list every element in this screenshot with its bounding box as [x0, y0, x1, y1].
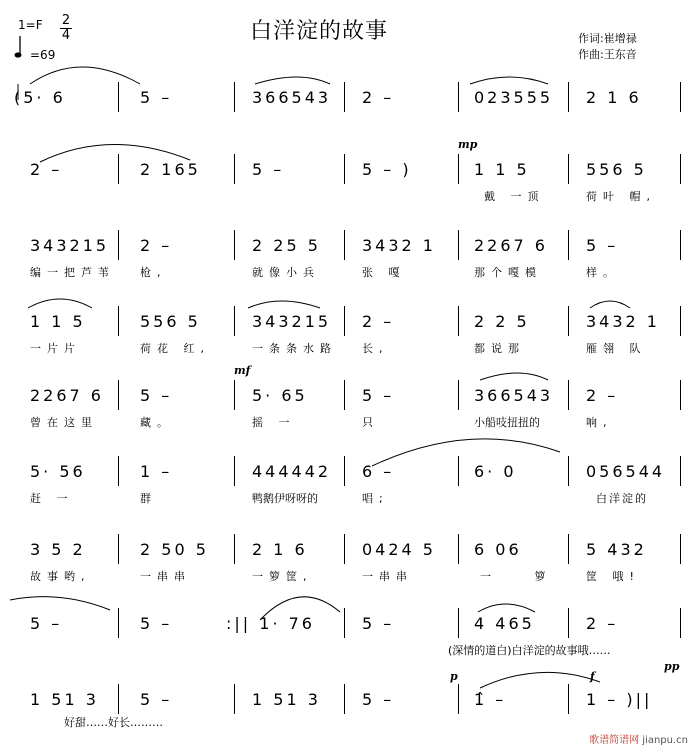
score-row-5 [0, 364, 694, 446]
measure: 366543 [474, 386, 554, 405]
lyric: 唱; [362, 492, 389, 505]
measure: 2 – [586, 386, 619, 405]
measure: 5 – [362, 690, 395, 709]
measure: 2 165 [140, 160, 201, 179]
lyric: 荷叶 帽, [586, 190, 656, 203]
song-title: 白洋淀的故事 [250, 19, 389, 44]
score-row-3 [0, 236, 694, 296]
measure: 2 – [362, 312, 395, 331]
measure: 3 5 2 [30, 540, 86, 559]
spoken-line: (深情的道白)白洋淀的故事哦…… [448, 644, 611, 657]
measure: 2 – [586, 614, 619, 633]
measure: 366543 [252, 88, 332, 107]
measure: 2 2 5 [474, 312, 530, 331]
measure: 6 – [362, 462, 395, 481]
lyric: 群 [140, 492, 157, 505]
score-row-8 [0, 614, 694, 674]
lyric: 响, [586, 416, 613, 429]
key-signature: 1=F [18, 18, 43, 32]
measure: 5 – [586, 236, 619, 255]
measure: 5 432 [586, 540, 647, 559]
measure: 5· 65 [252, 386, 308, 405]
measure: 444442 [252, 462, 332, 481]
site-watermark [589, 731, 688, 746]
measure: 2 – [140, 236, 173, 255]
quarter-note-icon [14, 34, 22, 60]
measure: 5 – [362, 614, 395, 633]
lyric: 样。 [586, 266, 620, 279]
lyric: 一条条水路 [252, 342, 337, 355]
lyric: 白洋淀的 [596, 492, 648, 505]
measure: 1 1 5 [474, 160, 530, 179]
measure: 4 465 [474, 614, 535, 633]
measure: 5 – [252, 160, 285, 179]
measure: 2 25 5 [252, 236, 321, 255]
measure: 5· 56 [30, 462, 86, 481]
dynamic-pp: pp [664, 660, 680, 673]
measure: 2 50 5 [140, 540, 209, 559]
score-row-2 [0, 138, 694, 220]
watermark-url: jianpu.cn [642, 735, 688, 746]
composer-credit: 作曲:王东音 [578, 48, 637, 61]
lyric: 张 嘎 [362, 266, 406, 279]
lyric: 都说那 [474, 342, 525, 355]
lyric: 长, [362, 342, 389, 355]
measure: 2267 6 [30, 386, 104, 405]
measure: 1 – [140, 462, 173, 481]
lyric: 筐 哦! [586, 570, 640, 583]
time-signature-bottom: 4 [61, 28, 71, 43]
lyricist-credit: 作词:崔增禄 [578, 32, 637, 45]
dynamic-mp: mp [458, 138, 478, 151]
lyric: 小船吱扭扭的 [474, 416, 540, 429]
measure: 0424 5 [362, 540, 436, 559]
measure: 6· 0 [474, 462, 517, 481]
measure: 6 06 [474, 540, 522, 559]
lyric: 一串串 [362, 570, 413, 583]
lyric: 曾在这里 [30, 416, 98, 429]
measure: 1 51 3 [30, 690, 99, 709]
measure: 5 – [30, 614, 63, 633]
lyric: 藏。 [140, 416, 174, 429]
time-signature [60, 14, 72, 43]
lyric: 赶 一 [30, 492, 74, 505]
measure: 1 1 5 [30, 312, 86, 331]
lyric: 摇 一 [252, 416, 296, 429]
lyric: 编一把芦苇 [30, 266, 115, 279]
time-signature-top: 2 [61, 13, 71, 28]
measure: 2 – [362, 88, 395, 107]
lyric: 只 [362, 416, 379, 429]
measure: 1 – )|| [586, 690, 653, 709]
measure: 5 – ) [362, 160, 412, 179]
score-row-7 [0, 540, 694, 600]
lyric: 鸭鹅伊呀呀的 [252, 492, 318, 505]
measure: (5· 6 [14, 88, 66, 107]
measure: 2 1 6 [586, 88, 642, 107]
lyric: 一箩筐, [252, 570, 313, 583]
dynamic-f: f [590, 670, 595, 683]
measure: 5 – [140, 690, 173, 709]
tempo-marking: =69 [30, 48, 56, 62]
measure: 056544 [586, 462, 666, 481]
lyric: 荷花 红, [140, 342, 210, 355]
lyric: 枪, [140, 266, 167, 279]
dynamic-mf: mf [234, 364, 251, 377]
measure: 5 – [140, 386, 173, 405]
measure: 556 5 [586, 160, 647, 179]
measure: 343215 [30, 236, 110, 255]
measure: 1̂ – [474, 690, 507, 709]
lyric: 一串串 [140, 570, 191, 583]
score-row-1 [0, 88, 694, 148]
lyric: 雁翎 队 [586, 342, 647, 355]
score-row-6 [0, 462, 694, 522]
lyric: 那个嘎模 [474, 266, 542, 279]
measure: 1 51 3 [252, 690, 321, 709]
score-row-4 [0, 312, 694, 372]
measure: 2 1 6 [252, 540, 308, 559]
dynamic-p: p [450, 670, 458, 683]
lyric: 就像小兵 [252, 266, 320, 279]
lyric: 戴 一顶 [484, 190, 545, 203]
measure: 343215 [252, 312, 332, 331]
lyric: 一 箩 [480, 570, 566, 583]
measure: 5 – [140, 614, 173, 633]
measure: 3432 1 [362, 236, 436, 255]
measure: :|| 1· 76 [226, 614, 315, 633]
measure: 023555 [474, 88, 554, 107]
lyric: 一片片 [30, 342, 81, 355]
measure: 5 – [140, 88, 173, 107]
watermark-text: 歌谱简谱网 [589, 735, 640, 746]
measure: 3432 1 [586, 312, 660, 331]
measure: 5 – [362, 386, 395, 405]
lyric: 故事哟, [30, 570, 91, 583]
spoken-line: 好甜……好长……… [64, 716, 163, 729]
measure: 556 5 [140, 312, 201, 331]
measure: 2 – [30, 160, 63, 179]
measure: 2267 6 [474, 236, 548, 255]
